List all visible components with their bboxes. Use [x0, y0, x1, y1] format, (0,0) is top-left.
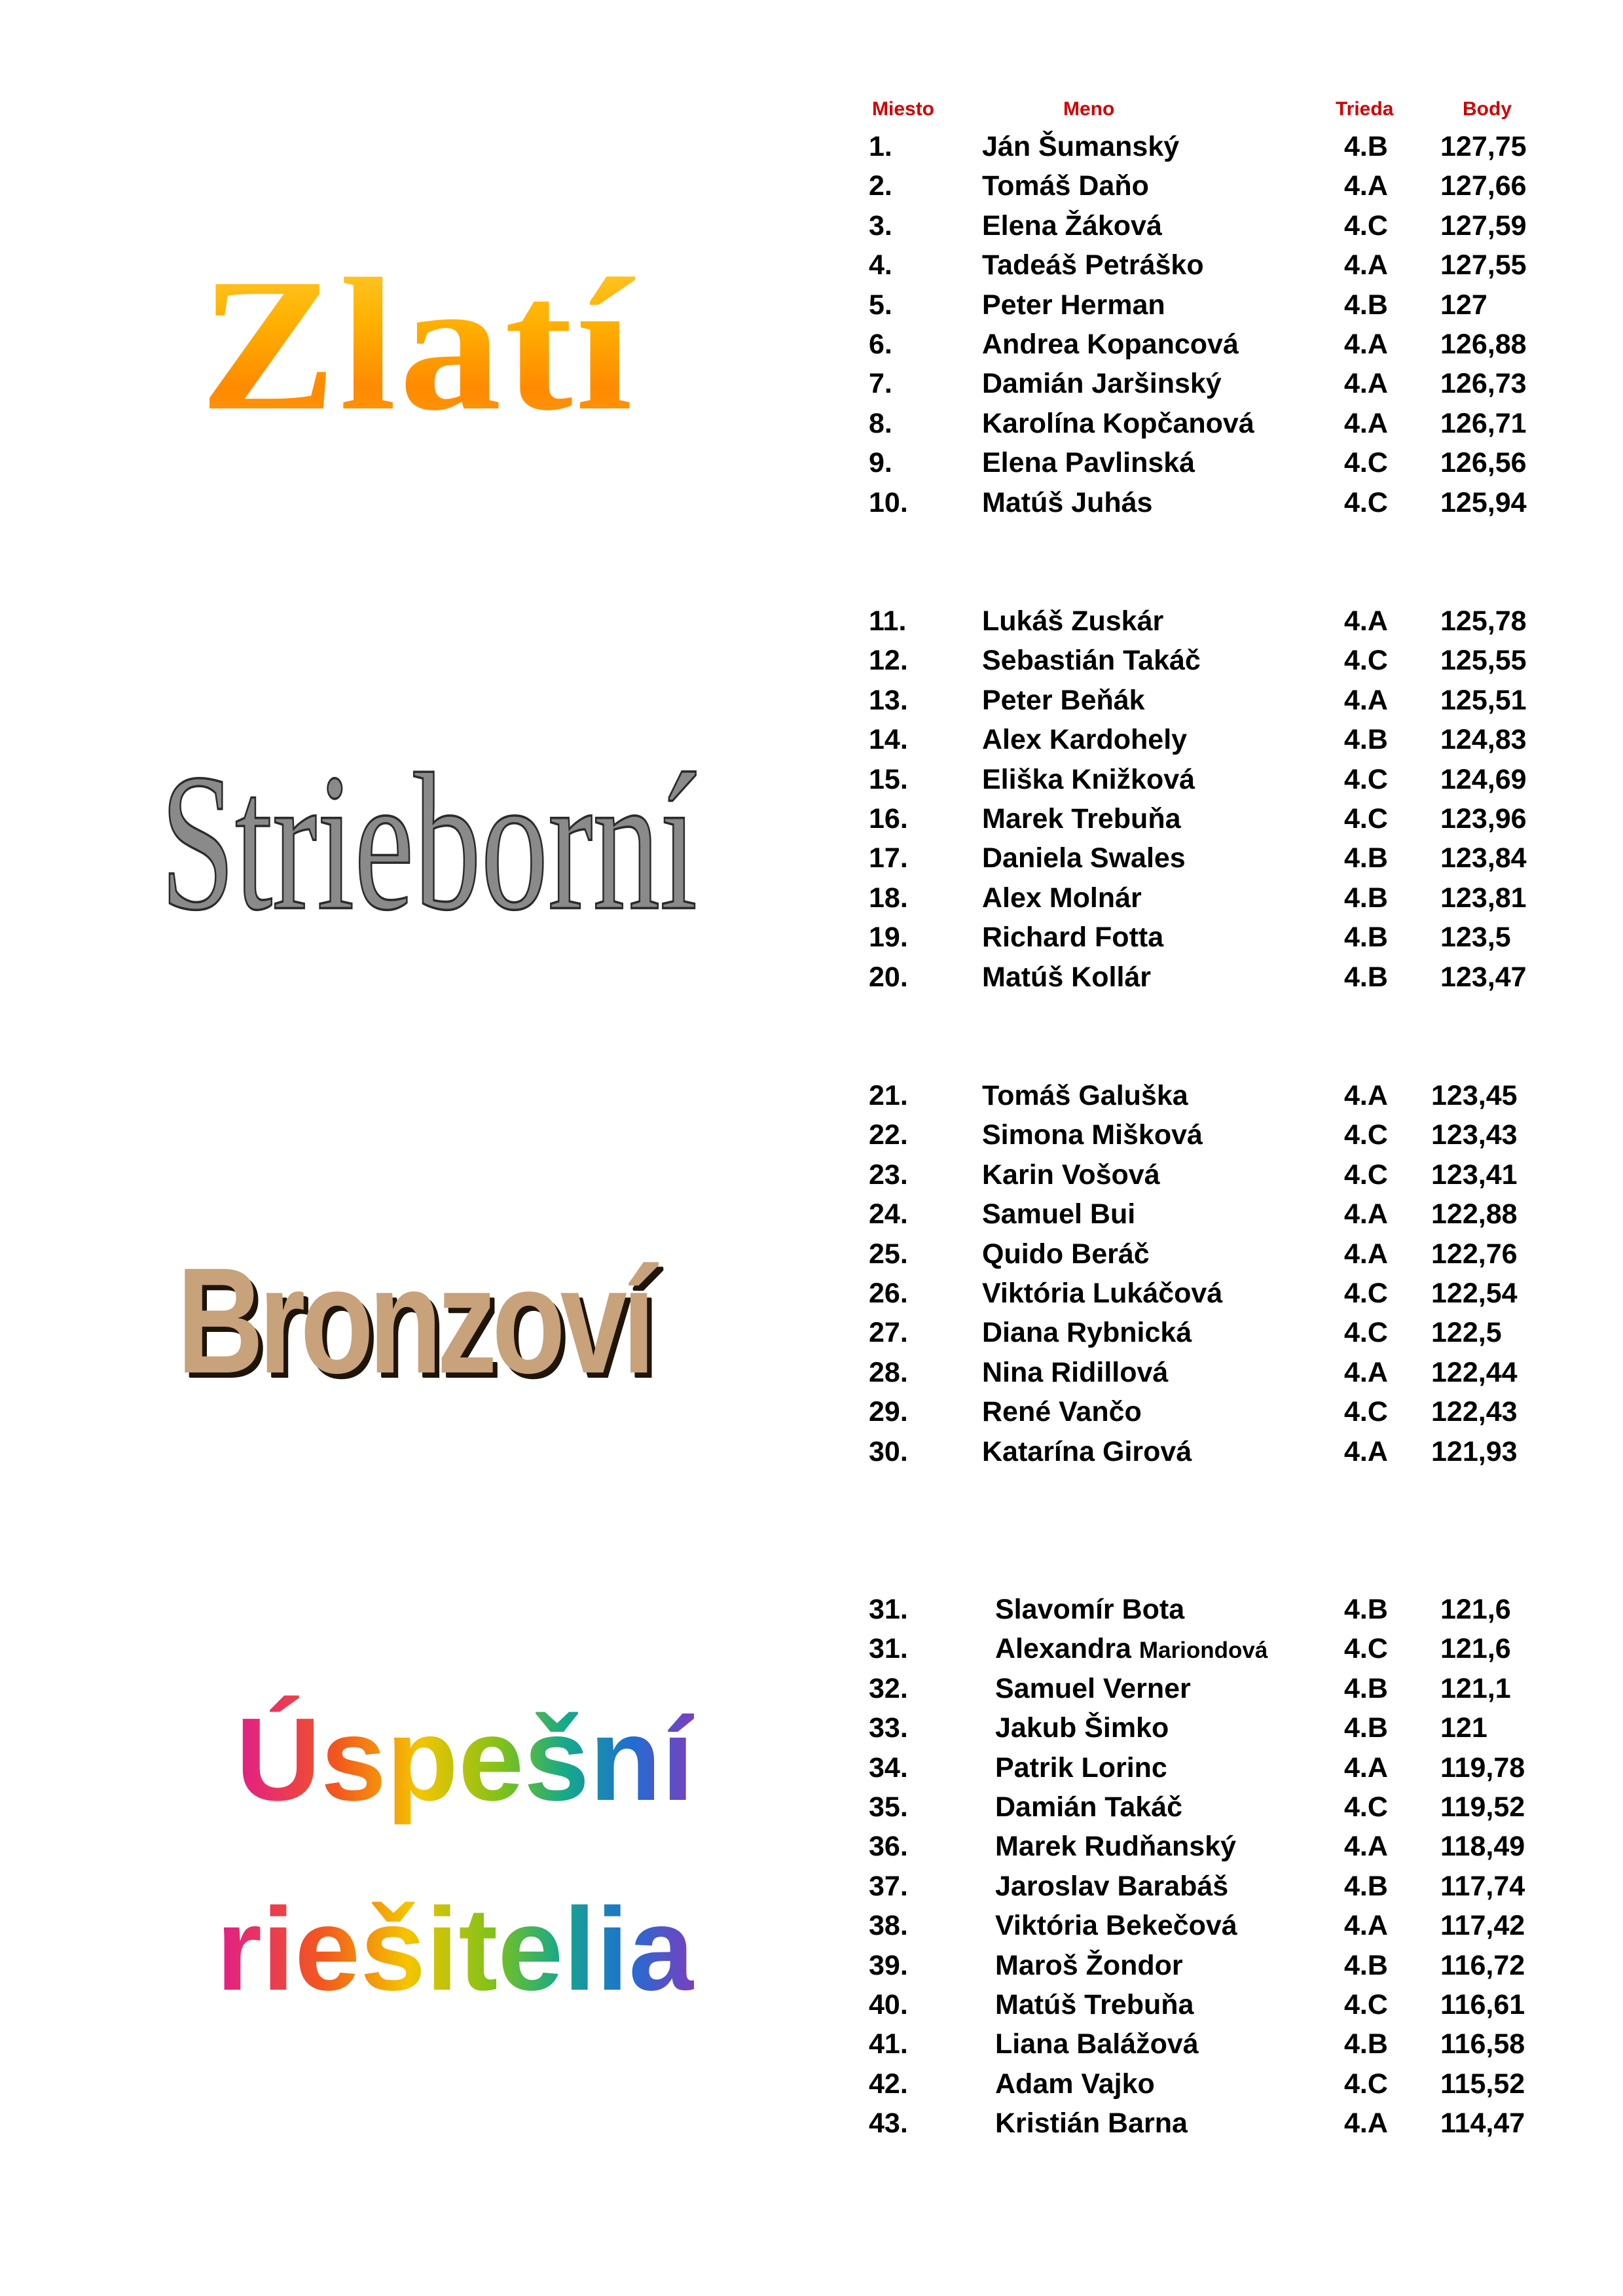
score-cell: 124,83: [1440, 724, 1527, 756]
category-success-title-line1: Úspešní: [236, 1692, 694, 1827]
result-row: [0, 408, 1623, 447]
place-cell: 42.: [869, 2068, 908, 2100]
score-cell: 126,88: [1440, 329, 1527, 360]
score-cell: 114,47: [1440, 2108, 1525, 2140]
place-cell: 22.: [869, 1119, 908, 1151]
place-cell: 5.: [869, 289, 892, 321]
class-cell: 4.A: [1344, 2108, 1388, 2140]
score-cell: 119,52: [1440, 1791, 1525, 1823]
result-row: [0, 724, 1623, 763]
class-cell: 4.B: [1344, 961, 1388, 993]
class-cell: 4.A: [1344, 684, 1388, 716]
result-row: [0, 1791, 1623, 1831]
place-cell: 28.: [869, 1356, 908, 1388]
result-row: [0, 131, 1623, 170]
result-row: [0, 249, 1623, 289]
class-cell: 4.C: [1344, 1791, 1388, 1823]
name-cell: Marek Trebuňa: [982, 803, 1181, 834]
name-cell: Marek Rudňanský: [995, 1831, 1237, 1863]
place-cell: 39.: [869, 1949, 908, 1981]
class-cell: 4.A: [1344, 1435, 1388, 1467]
result-row: [0, 1119, 1623, 1158]
score-cell: 123,81: [1440, 882, 1527, 914]
class-cell: 4.A: [1344, 1356, 1388, 1388]
result-row: [0, 1357, 1623, 1396]
name-cell: Viktória Lukáčová: [982, 1278, 1223, 1309]
class-cell: 4.C: [1344, 486, 1388, 518]
class-cell: 4.C: [1344, 645, 1388, 677]
score-cell: 124,69: [1440, 763, 1527, 795]
place-cell: 26.: [869, 1278, 908, 1309]
score-cell: 122,76: [1431, 1238, 1518, 1270]
result-row: [0, 1198, 1623, 1238]
name-cell: Tomáš Daňo: [982, 170, 1149, 202]
place-cell: 12.: [869, 645, 908, 677]
place-cell: 16.: [869, 803, 908, 834]
category-silver-title: Strieborní: [160, 734, 697, 952]
result-row: [0, 605, 1623, 645]
name-cell: Viktória Bekečová: [995, 1910, 1237, 1942]
place-cell: 9.: [869, 447, 892, 479]
class-cell: 4.C: [1344, 1278, 1388, 1309]
class-cell: 4.B: [1344, 842, 1388, 874]
class-cell: 4.C: [1344, 1989, 1388, 2020]
score-cell: 123,84: [1440, 842, 1527, 874]
score-cell: 122,43: [1431, 1396, 1518, 1428]
name-cell: Lukáš Zuskár: [982, 605, 1164, 637]
result-row: [0, 1159, 1623, 1198]
class-cell: 4.B: [1344, 922, 1388, 954]
class-cell: 4.B: [1344, 1949, 1388, 1981]
class-cell: 4.C: [1344, 209, 1388, 242]
place-cell: 36.: [869, 1831, 908, 1863]
score-cell: 117,42: [1440, 1910, 1525, 1942]
header-meno: Meno: [1063, 98, 1115, 120]
class-cell: 4.C: [1344, 1633, 1388, 1665]
score-cell: 121,6: [1440, 1633, 1511, 1665]
score-cell: 121: [1440, 1712, 1487, 1744]
name-cell: Alex Kardohely: [982, 724, 1188, 756]
place-cell: 32.: [869, 1672, 908, 1704]
score-cell: 126,56: [1440, 447, 1527, 479]
score-cell: 118,49: [1440, 1831, 1525, 1863]
result-row: [0, 1436, 1623, 1475]
class-cell: 4.A: [1344, 1751, 1388, 1784]
name-cell: Diana Rybnická: [982, 1317, 1192, 1349]
category-gold-title: Zlatí: [200, 236, 635, 454]
class-cell: 4.A: [1344, 407, 1388, 439]
class-cell: 4.B: [1344, 289, 1388, 321]
score-cell: 125,78: [1440, 605, 1527, 637]
name-cell: Peter Beňák: [982, 684, 1145, 716]
result-row: [0, 1238, 1623, 1278]
score-cell: 122,44: [1431, 1356, 1518, 1388]
name-cell: Tomáš Galuška: [982, 1080, 1188, 1111]
name-cell: Sebastián Takáč: [982, 645, 1201, 677]
result-row: [0, 2108, 1623, 2147]
place-cell: 40.: [869, 1989, 908, 2020]
name-cell: Liana Balážová: [995, 2028, 1199, 2060]
place-cell: 3.: [869, 209, 892, 242]
score-cell: 119,78: [1440, 1751, 1525, 1784]
class-cell: 4.C: [1344, 2068, 1388, 2100]
name-cell: Katarína Girová: [982, 1435, 1192, 1467]
name-cell: Maroš Žondor: [995, 1949, 1183, 1981]
name-cell: Slavomír Bota: [995, 1594, 1185, 1625]
result-row: [0, 2068, 1623, 2108]
result-row: [0, 1712, 1623, 1751]
result-row: [0, 882, 1623, 922]
score-cell: 127,59: [1440, 209, 1527, 242]
class-cell: 4.A: [1344, 170, 1388, 202]
place-cell: 13.: [869, 684, 908, 716]
class-cell: 4.B: [1344, 1594, 1388, 1625]
class-cell: 4.B: [1344, 2028, 1388, 2060]
name-cell: Matúš Kollár: [982, 961, 1152, 993]
result-row: [0, 329, 1623, 368]
place-cell: 27.: [869, 1317, 908, 1349]
name-cell: Patrik Lorinc: [995, 1751, 1167, 1784]
score-cell: 125,94: [1440, 486, 1527, 518]
name-cell: Eliška Knižková: [982, 763, 1195, 795]
score-cell: 121,6: [1440, 1594, 1511, 1625]
name-cell: René Vančo: [982, 1396, 1142, 1428]
header-body: Body: [1463, 98, 1512, 120]
result-row: [0, 487, 1623, 526]
result-row: [0, 961, 1623, 1001]
result-row: [0, 1278, 1623, 1317]
place-cell: 18.: [869, 882, 908, 914]
score-cell: 127: [1440, 289, 1487, 321]
result-row: [0, 1396, 1623, 1435]
score-cell: 123,5: [1440, 922, 1511, 954]
result-row: [0, 1633, 1623, 1672]
score-cell: 123,45: [1431, 1080, 1518, 1111]
name-cell: Tadeáš Petráško: [982, 249, 1204, 281]
place-cell: 2.: [869, 170, 892, 202]
score-cell: 122,5: [1431, 1317, 1502, 1349]
name-cell: Samuel Verner: [995, 1672, 1191, 1704]
score-cell: 126,71: [1440, 407, 1527, 439]
category-success-title-line2: riešitelia: [216, 1882, 694, 2017]
class-cell: 4.A: [1344, 1910, 1388, 1942]
score-cell: 122,88: [1431, 1198, 1518, 1230]
result-row: [0, 447, 1623, 486]
place-cell: 41.: [869, 2028, 908, 2060]
result-row: [0, 1989, 1623, 2028]
name-cell: Nina Ridillová: [982, 1356, 1169, 1388]
name-cell: Matúš Trebuňa: [995, 1989, 1194, 2020]
place-cell: 34.: [869, 1751, 908, 1784]
place-cell: 11.: [869, 605, 907, 637]
place-cell: 17.: [869, 842, 908, 874]
score-cell: 122,54: [1431, 1278, 1518, 1309]
score-cell: 121,1: [1440, 1672, 1511, 1704]
class-cell: 4.C: [1344, 1158, 1388, 1191]
name-cell: Matúš Juhás: [982, 486, 1153, 518]
result-row: [0, 803, 1623, 842]
place-cell: 6.: [869, 329, 892, 360]
class-cell: 4.C: [1344, 1317, 1388, 1349]
class-cell: 4.A: [1344, 329, 1388, 360]
name-cell: Damián Jaršinský: [982, 368, 1222, 400]
place-cell: 21.: [869, 1080, 908, 1111]
class-cell: 4.B: [1344, 1870, 1388, 1902]
name-cell: Alex Molnár: [982, 882, 1142, 914]
score-cell: 126,73: [1440, 368, 1527, 400]
name-cell: Quido Beráč: [982, 1238, 1150, 1270]
name-cell: Ján Šumanský: [982, 131, 1180, 162]
name-cell: Richard Fotta: [982, 922, 1164, 954]
class-cell: 4.A: [1344, 249, 1388, 281]
score-cell: 123,47: [1440, 961, 1527, 993]
place-cell: 14.: [869, 724, 908, 756]
score-cell: 117,74: [1440, 1870, 1525, 1902]
result-row: [0, 1910, 1623, 1949]
result-row: [0, 368, 1623, 407]
result-row: [0, 1831, 1623, 1870]
place-cell: 29.: [869, 1396, 908, 1428]
name-cell: Daniela Swales: [982, 842, 1186, 874]
name-cell: Simona Mišková: [982, 1119, 1203, 1151]
place-cell: 43.: [869, 2108, 908, 2140]
place-cell: 31.: [869, 1633, 908, 1665]
header-miesto: Miesto: [872, 98, 935, 120]
place-cell: 1.: [869, 131, 892, 162]
place-cell: 7.: [869, 368, 892, 400]
result-row: [0, 685, 1623, 724]
score-cell: 121,93: [1431, 1435, 1518, 1467]
class-cell: 4.B: [1344, 1672, 1388, 1704]
header-trieda: Trieda: [1336, 98, 1394, 120]
class-cell: 4.C: [1344, 1396, 1388, 1428]
category-bronze-title: Bronzoví: [177, 1236, 651, 1405]
place-cell: 33.: [869, 1712, 908, 1744]
place-cell: 23.: [869, 1158, 908, 1191]
place-cell: 24.: [869, 1198, 908, 1230]
result-row: [0, 1673, 1623, 1712]
class-cell: 4.A: [1344, 1198, 1388, 1230]
name-cell: Damián Takáč: [995, 1791, 1183, 1823]
place-cell: 4.: [869, 249, 892, 281]
place-cell: 10.: [869, 486, 908, 518]
place-cell: 25.: [869, 1238, 908, 1270]
result-row: [0, 645, 1623, 684]
result-row: [0, 1752, 1623, 1791]
class-cell: 4.C: [1344, 763, 1388, 795]
name-cell: Elena Žáková: [982, 209, 1162, 242]
result-row: [0, 289, 1623, 329]
place-cell: 30.: [869, 1435, 908, 1467]
result-row: [0, 1950, 1623, 1989]
name-cell: [995, 1633, 1267, 1665]
name-cell: Jakub Šimko: [995, 1712, 1169, 1744]
result-row: [0, 922, 1623, 961]
place-cell: 8.: [869, 407, 892, 439]
score-cell: 123,43: [1431, 1119, 1518, 1151]
score-cell: 125,55: [1440, 645, 1527, 677]
result-row: [0, 1594, 1623, 1633]
name-first: Alexandra: [995, 1633, 1131, 1665]
score-cell: 123,41: [1431, 1158, 1518, 1191]
name-cell: Elena Pavlinská: [982, 447, 1195, 479]
name-cell: Karolína Kopčanová: [982, 407, 1254, 439]
score-cell: 116,61: [1440, 1989, 1525, 2020]
class-cell: 4.B: [1344, 131, 1388, 162]
result-row: [0, 2028, 1623, 2068]
place-cell: 20.: [869, 961, 908, 993]
place-cell: 37.: [869, 1870, 908, 1902]
class-cell: 4.A: [1344, 605, 1388, 637]
class-cell: 4.A: [1344, 1080, 1388, 1111]
place-cell: 35.: [869, 1791, 908, 1823]
score-cell: 125,51: [1440, 684, 1527, 716]
score-cell: 116,72: [1440, 1949, 1525, 1981]
name-cell: Andrea Kopancová: [982, 329, 1239, 360]
class-cell: 4.A: [1344, 1831, 1388, 1863]
result-row: [0, 1871, 1623, 1910]
place-cell: 31.: [869, 1594, 908, 1625]
class-cell: 4.A: [1344, 1238, 1388, 1270]
name-cell: Adam Vajko: [995, 2068, 1155, 2100]
name-cell: Jaroslav Barabáš: [995, 1870, 1229, 1902]
score-cell: 115,52: [1440, 2068, 1525, 2100]
class-cell: 4.C: [1344, 1119, 1388, 1151]
result-row: [0, 210, 1623, 249]
class-cell: 4.C: [1344, 803, 1388, 834]
result-row: [0, 170, 1623, 209]
place-cell: 19.: [869, 922, 908, 954]
class-cell: 4.C: [1344, 447, 1388, 479]
result-row: [0, 764, 1623, 803]
result-row: [0, 842, 1623, 882]
name-cell: Kristián Barna: [995, 2108, 1188, 2140]
class-cell: 4.B: [1344, 724, 1388, 756]
name-cell: Karin Vošová: [982, 1158, 1160, 1191]
name-surname: Mariondová: [1139, 1638, 1268, 1664]
result-row: [0, 1317, 1623, 1356]
class-cell: 4.B: [1344, 1712, 1388, 1744]
score-cell: 127,55: [1440, 249, 1527, 281]
class-cell: 4.A: [1344, 368, 1388, 400]
place-cell: 38.: [869, 1910, 908, 1942]
name-cell: Samuel Bui: [982, 1198, 1136, 1230]
score-cell: 123,96: [1440, 803, 1527, 834]
result-row: [0, 1080, 1623, 1119]
score-cell: 127,66: [1440, 170, 1527, 202]
score-cell: 127,75: [1440, 131, 1527, 162]
place-cell: 15.: [869, 763, 908, 795]
name-cell: Peter Herman: [982, 289, 1165, 321]
class-cell: 4.B: [1344, 882, 1388, 914]
score-cell: 116,58: [1440, 2028, 1525, 2060]
